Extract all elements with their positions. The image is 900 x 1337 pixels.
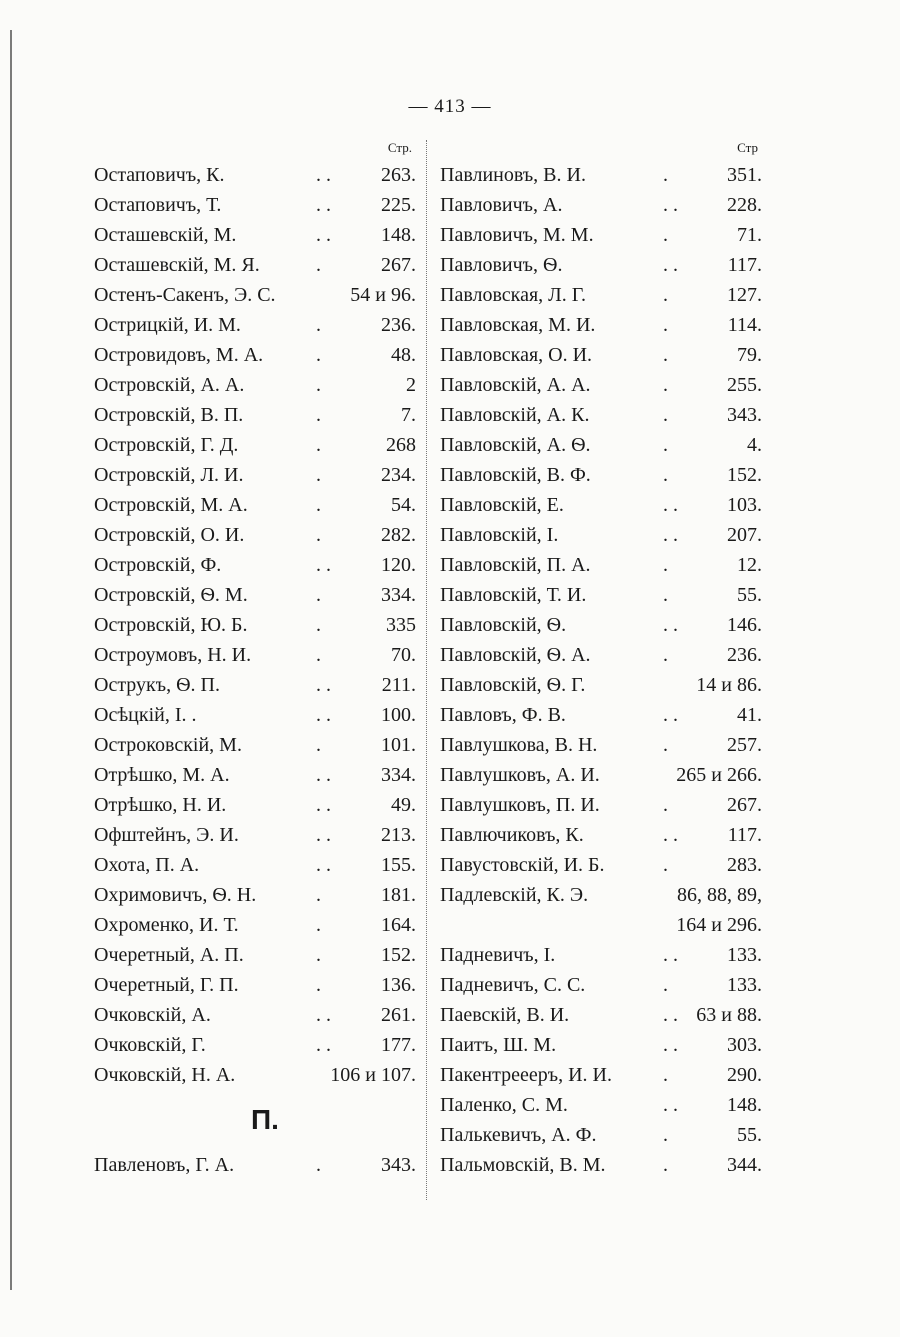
entry-name: Паевскій, В. И. (440, 1004, 570, 1026)
entry-page: 2 (406, 374, 416, 396)
entry-page: 283. (727, 854, 762, 876)
entry-name: Отрѣшко, Н. И. (94, 794, 227, 816)
entry-name: Павловскій, В. Ф. (440, 464, 591, 486)
index-entry (440, 850, 762, 880)
entry-page: 351. (727, 164, 762, 186)
entry-page: 152. (381, 944, 416, 966)
index-entry (440, 760, 762, 790)
entry-name: Павлючиковъ, К. (440, 824, 584, 846)
entry-leader-dots: . (316, 974, 321, 996)
index-entry (94, 700, 416, 730)
entry-name: Островскій, Г. Д. (94, 434, 239, 456)
entry-page: 49. (391, 794, 416, 816)
entry-leader-dots: . . (663, 524, 678, 546)
entry-name: Островскій, М. А. (94, 494, 248, 516)
entry-leader-dots: . (316, 314, 321, 336)
entry-name: Охота, П. А. (94, 854, 200, 876)
entry-name: Остаповичъ, Т. (94, 194, 222, 216)
entry-leader-dots: . (663, 584, 668, 606)
index-entry (94, 220, 416, 250)
entry-name: Павловскій, П. А. (440, 554, 591, 576)
entry-leader-dots: . . (316, 824, 331, 846)
entry-page: 55. (737, 584, 762, 606)
entry-name: Осташевскій, М. (94, 224, 237, 246)
entry-page: 148. (727, 1094, 762, 1116)
column-divider (426, 140, 431, 1200)
entry-name: Охримовичъ, Ѳ. Н. (94, 884, 257, 906)
index-entry (440, 280, 762, 310)
entry-name: Пакентреееръ, И. И. (440, 1064, 612, 1086)
entry-name: Остенъ-Сакенъ, Э. С. (94, 284, 276, 306)
entry-page: 335 (386, 614, 416, 636)
entry-leader-dots: . (663, 284, 668, 306)
entry-page: 86, 88, 89, (677, 884, 762, 906)
index-entry (94, 430, 416, 460)
entry-leader-dots: . . (663, 944, 678, 966)
entry-leader-dots: . . (316, 1004, 331, 1026)
entry-leader-dots: . (316, 254, 321, 276)
index-entry (94, 760, 416, 790)
entry-name: Павлушкова, В. Н. (440, 734, 598, 756)
index-entry (440, 880, 762, 910)
entry-page: 303. (727, 1034, 762, 1056)
entry-name: Павловская, О. И. (440, 344, 593, 366)
entry-leader-dots: . (663, 344, 668, 366)
entry-leader-dots: . . (316, 164, 331, 186)
entry-name: Павловская, М. И. (440, 314, 596, 336)
entry-leader-dots: . . (316, 764, 331, 786)
entry-page: 71. (737, 224, 762, 246)
index-entry (94, 370, 416, 400)
entry-leader-dots: . (316, 734, 321, 756)
entry-name: Павлушковъ, А. И. (440, 764, 600, 786)
entry-name: Павловскій, Ѳ. (440, 614, 567, 636)
entry-leader-dots: . (316, 884, 321, 906)
entry-page: 127. (727, 284, 762, 306)
right-entries (440, 160, 762, 1180)
entry-leader-dots: . . (663, 704, 678, 726)
entry-page: 164. (381, 914, 416, 936)
entry-page: 343. (727, 404, 762, 426)
entry-leader-dots: . (316, 434, 321, 456)
entry-name: Павловская, Л. Г. (440, 284, 587, 306)
entry-page: 155. (381, 854, 416, 876)
entry-page: 100. (381, 704, 416, 726)
entry-name: Островскій, Ф. (94, 554, 222, 576)
entry-name: Отрѣшко, М. А. (94, 764, 230, 786)
entry-name: Острукъ, Ѳ. П. (94, 674, 220, 696)
entry-name: Островскій, А. А. (94, 374, 245, 396)
entry-page: 334. (381, 764, 416, 786)
index-entry (94, 1030, 416, 1060)
entry-leader-dots: . . (663, 1034, 678, 1056)
index-entry (440, 910, 762, 940)
index-entry (440, 1120, 762, 1150)
scan-edge-line (10, 30, 15, 1290)
entry-page: 334. (381, 584, 416, 606)
index-entry (94, 940, 416, 970)
entry-page: 41. (737, 704, 762, 726)
index-entry (94, 670, 416, 700)
entry-page: 54. (391, 494, 416, 516)
entry-name: Павловскій, Т. И. (440, 584, 587, 606)
entry-page: 211. (381, 674, 416, 696)
index-entry (94, 880, 416, 910)
entry-leader-dots: . (663, 734, 668, 756)
entry-leader-dots: . (663, 644, 668, 666)
index-entry (94, 280, 416, 310)
entry-page: 177. (381, 1034, 416, 1056)
entry-page: 133. (727, 944, 762, 966)
entry-name: Павловскій, Ѳ. А. (440, 644, 591, 666)
entry-leader-dots: . (663, 1154, 668, 1176)
entry-page: 236. (727, 644, 762, 666)
index-entry (94, 250, 416, 280)
entry-page: 136. (381, 974, 416, 996)
entry-name: Очковскій, Г. (94, 1034, 206, 1056)
entry-name: Павловскій, Е. (440, 494, 564, 516)
entry-name: Павловскій, А. Ѳ. (440, 434, 591, 456)
entry-page: 4. (747, 434, 762, 456)
entry-leader-dots: . (316, 584, 321, 606)
index-entry (94, 1060, 416, 1090)
entry-page: 228. (727, 194, 762, 216)
entry-leader-dots: . . (663, 494, 678, 516)
entry-leader-dots: . . (316, 854, 331, 876)
index-entry (94, 730, 416, 760)
entry-leader-dots: . (316, 914, 321, 936)
entry-leader-dots: . . (316, 674, 331, 696)
entry-leader-dots: . . (663, 614, 678, 636)
entry-page: 117. (727, 824, 762, 846)
entry-name: Павловскій, І. (440, 524, 559, 546)
entry-page: 55. (737, 1124, 762, 1146)
entry-page: 234. (381, 464, 416, 486)
entry-name: Павустовскій, И. Б. (440, 854, 605, 876)
entry-name: Островскій, Л. И. (94, 464, 244, 486)
entry-name: Островскій, О. И. (94, 524, 245, 546)
index-entry (440, 700, 762, 730)
index-entry (94, 850, 416, 880)
entry-page: 120. (381, 554, 416, 576)
entry-name: Павлиновъ, В. И. (440, 164, 586, 186)
entry-name: Островскій, Ю. Б. (94, 614, 248, 636)
entry-name: Пальмовскій, В. М. (440, 1154, 606, 1176)
entry-name: Павловичъ, М. М. (440, 224, 594, 246)
entry-leader-dots: . (316, 494, 321, 516)
entry-page: 255. (727, 374, 762, 396)
entry-name: Осташевскій, М. Я. (94, 254, 260, 276)
index-entry (440, 430, 762, 460)
entry-name: Островскій, В. П. (94, 404, 244, 426)
entry-name: Павловичъ, А. (440, 194, 563, 216)
index-entry (440, 1090, 762, 1120)
entry-leader-dots: . (663, 854, 668, 876)
entry-leader-dots: . (663, 974, 668, 996)
left-entries (94, 160, 416, 1090)
entry-name: Остроковскій, М. (94, 734, 242, 756)
entry-name: Павловскій, А. А. (440, 374, 591, 396)
entry-page: 181. (381, 884, 416, 906)
entry-page: 267. (727, 794, 762, 816)
index-entry (440, 370, 762, 400)
entry-name: Островскій, Ѳ. М. (94, 584, 248, 606)
entry-page: 101. (381, 734, 416, 756)
index-entry (94, 310, 416, 340)
entry-name: Павловскій, А. К. (440, 404, 590, 426)
entry-page: 146. (727, 614, 762, 636)
right-column-header: Стр (737, 140, 758, 155)
entry-leader-dots: . . (316, 194, 331, 216)
entry-leader-dots: . (663, 1064, 668, 1086)
entry-leader-dots: . (316, 1154, 321, 1176)
index-entry (94, 580, 416, 610)
entry-page: 236. (381, 314, 416, 336)
entry-leader-dots: . (663, 794, 668, 816)
index-entry (440, 310, 762, 340)
entry-page: 114. (727, 314, 762, 336)
index-entry (440, 160, 762, 190)
entry-page: 225. (381, 194, 416, 216)
entry-name: Осѣцкій, І. . (94, 704, 197, 726)
page-number: — 413 — (408, 96, 492, 117)
entry-name: Очеретный, Г. П. (94, 974, 239, 996)
index-entry (440, 550, 762, 580)
index-entry (94, 790, 416, 820)
index-entry (94, 400, 416, 430)
entry-page: 263. (381, 164, 416, 186)
entry-leader-dots: . (663, 224, 668, 246)
entry-leader-dots: . (663, 404, 668, 426)
entry-name: Падневичъ, С. С. (440, 974, 586, 996)
entry-leader-dots: . (663, 374, 668, 396)
index-entry (440, 520, 762, 550)
entry-name: Павловскій, Ѳ. Г. (440, 674, 586, 696)
entry-page: 106 и 107. (330, 1064, 416, 1086)
entry-page: 290. (727, 1064, 762, 1086)
entry-leader-dots: . . (663, 254, 678, 276)
index-entry (94, 160, 416, 190)
entry-page: 7. (401, 404, 416, 426)
right-column (440, 140, 762, 1180)
entry-leader-dots: . . (316, 704, 331, 726)
entry-name: Очковскій, Н. А. (94, 1064, 236, 1086)
entry-page: 164 и 296. (676, 914, 762, 936)
entry-page: 207. (727, 524, 762, 546)
index-entry (440, 460, 762, 490)
index-entry (94, 460, 416, 490)
index-entry (440, 490, 762, 520)
entry-name: Павленовъ, Г. А. (94, 1154, 235, 1176)
entry-leader-dots: . (316, 524, 321, 546)
index-entry (94, 1000, 416, 1030)
index-entry (440, 220, 762, 250)
entry-leader-dots: . (663, 1124, 668, 1146)
entry-name: Павлушковъ, П. И. (440, 794, 600, 816)
entry-leader-dots: . . (663, 194, 678, 216)
entry-name: Охроменко, И. Т. (94, 914, 239, 936)
index-entry (440, 250, 762, 280)
left-after-section-entries (94, 1150, 416, 1180)
index-entry (440, 790, 762, 820)
entry-name: Паленко, С. М. (440, 1094, 568, 1116)
entry-page: 148. (381, 224, 416, 246)
index-entry (440, 610, 762, 640)
entry-name: Очеретный, А. П. (94, 944, 244, 966)
index-entry (440, 1150, 762, 1180)
index-entry (440, 1000, 762, 1030)
entry-leader-dots: . (316, 614, 321, 636)
entry-page: 268 (386, 434, 416, 456)
index-entry (440, 730, 762, 760)
entry-page: 70. (391, 644, 416, 666)
entry-page: 54 и 96. (350, 284, 416, 306)
index-entry (440, 190, 762, 220)
entry-page: 257. (727, 734, 762, 756)
index-entry (94, 520, 416, 550)
index-entry (94, 820, 416, 850)
entry-page: 63 и 88. (696, 1004, 762, 1026)
index-entry (440, 940, 762, 970)
entry-page: 79. (737, 344, 762, 366)
entry-name: Падневичъ, І. (440, 944, 556, 966)
entry-page: 265 и 266. (676, 764, 762, 786)
entry-page: 48. (391, 344, 416, 366)
entry-leader-dots: . (316, 404, 321, 426)
index-entry (440, 670, 762, 700)
index-entry (440, 580, 762, 610)
index-entry (94, 610, 416, 640)
entry-leader-dots: . (316, 344, 321, 366)
entry-name: Очковскій, А. (94, 1004, 211, 1026)
index-entry (94, 550, 416, 580)
index-entry (440, 640, 762, 670)
entry-name: Палькевичъ, А. Ф. (440, 1124, 597, 1146)
entry-leader-dots: . . (663, 1004, 678, 1026)
left-column-header: Стр. (387, 140, 412, 155)
entry-leader-dots: . (316, 464, 321, 486)
entry-name: Остаповичъ, К. (94, 164, 225, 186)
entry-leader-dots: . . (316, 224, 331, 246)
entry-leader-dots: . . (316, 1034, 331, 1056)
entry-page: 343. (381, 1154, 416, 1176)
entry-name: Офштейнъ, Э. И. (94, 824, 239, 846)
index-entry (94, 490, 416, 520)
entry-leader-dots: . (663, 314, 668, 336)
entry-leader-dots: . . (663, 824, 678, 846)
entry-leader-dots: . (663, 554, 668, 576)
entry-leader-dots: . (316, 374, 321, 396)
entry-page: 117. (727, 254, 762, 276)
entry-page: 14 и 86. (696, 674, 762, 696)
index-entry (94, 970, 416, 1000)
section-letter: П. (251, 1104, 279, 1135)
index-entry (440, 400, 762, 430)
entry-page: 282. (381, 524, 416, 546)
entry-name: Павловъ, Ф. В. (440, 704, 566, 726)
entry-name: Паитъ, Ш. М. (440, 1034, 557, 1056)
index-entry (94, 1150, 416, 1180)
entry-name: Островидовъ, М. А. (94, 344, 264, 366)
entry-leader-dots: . . (663, 1094, 678, 1116)
index-entry (94, 910, 416, 940)
entry-page: 344. (727, 1154, 762, 1176)
index-entry (440, 1060, 762, 1090)
entry-leader-dots: . (663, 434, 668, 456)
entry-leader-dots: . . (316, 554, 331, 576)
index-entry (440, 820, 762, 850)
index-entry (94, 340, 416, 370)
index-entry (440, 340, 762, 370)
entry-page: 261. (381, 1004, 416, 1026)
entry-name: Падлевскій, К. Э. (440, 884, 589, 906)
entry-page: 103. (727, 494, 762, 516)
index-entry (94, 190, 416, 220)
entry-leader-dots: . (316, 644, 321, 666)
entry-page: 133. (727, 974, 762, 996)
entry-leader-dots: . (663, 464, 668, 486)
index-entry (440, 1030, 762, 1060)
entry-page: 12. (737, 554, 762, 576)
entry-name: Остроумовъ, Н. И. (94, 644, 252, 666)
entry-page: 152. (727, 464, 762, 486)
index-entry (440, 970, 762, 1000)
left-column (94, 140, 416, 1180)
entry-name: Павловичъ, Ѳ. (440, 254, 563, 276)
entry-leader-dots: . . (316, 794, 331, 816)
entry-leader-dots: . (316, 944, 321, 966)
entry-leader-dots: . (663, 164, 668, 186)
entry-page: 267. (381, 254, 416, 276)
entry-name: Острицкій, И. М. (94, 314, 241, 336)
entry-page: 213. (381, 824, 416, 846)
index-entry (94, 640, 416, 670)
